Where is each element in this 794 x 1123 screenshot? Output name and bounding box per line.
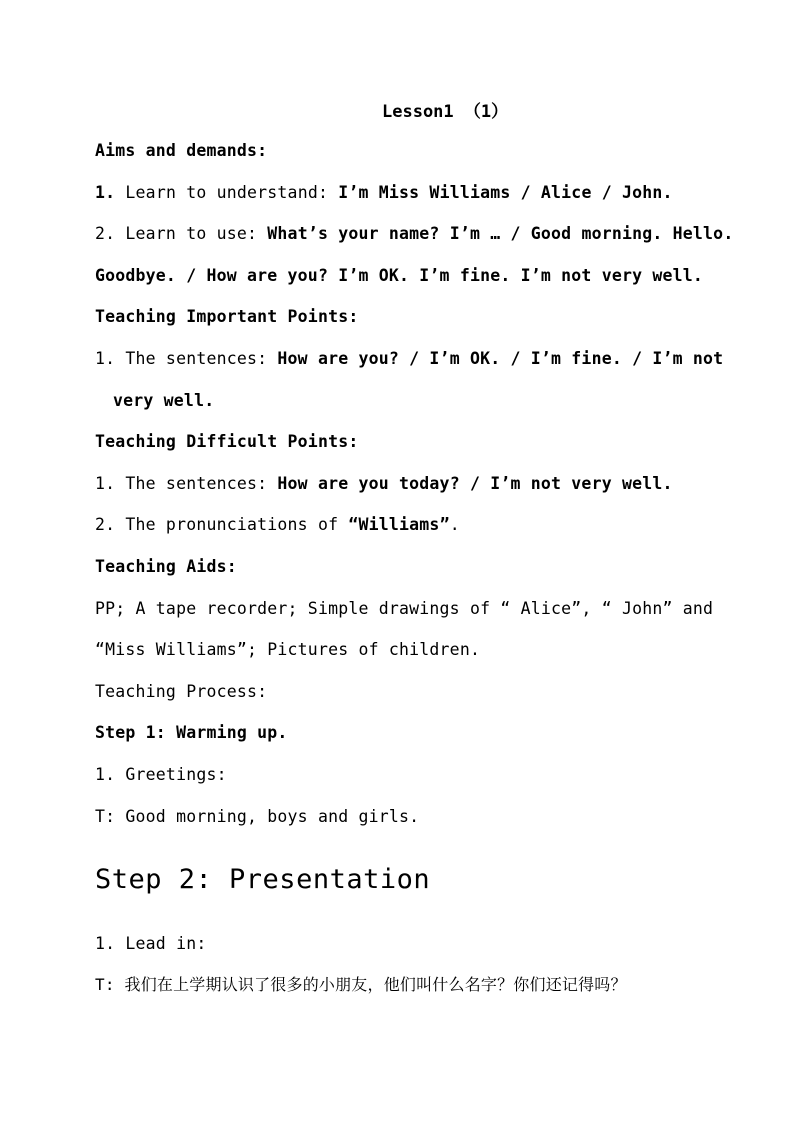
step-1-heading: Step 1: Warming up. bbox=[95, 723, 288, 742]
greetings-item: 1. Greetings: bbox=[95, 765, 227, 784]
teacher-line-2: T: 我们在上学期认识了很多的小朋友，他们叫什么名字？你们还记得吗？ bbox=[95, 975, 627, 994]
difficult-item-1 bbox=[95, 473, 673, 495]
difficult-item-1-label: 1. The sentences: bbox=[95, 474, 268, 493]
difficult-item-2-end: . bbox=[449, 515, 460, 534]
teaching-aids-line-1: PP; A tape recorder; Simple drawings of “ Alice”, “ John” and bbox=[95, 599, 714, 618]
page-title: Lesson1 （1） bbox=[382, 102, 509, 122]
aims-item-2-continued: Goodbye. / How are you? I’m OK. I’m fine. I’m not very well. bbox=[95, 266, 704, 285]
aims-item-2-text: What’s your name? I’m … / Good morning. Hello. bbox=[257, 224, 734, 243]
aims-item-1-number: 1. bbox=[95, 183, 116, 202]
important-item-1-continued: very well. bbox=[113, 391, 215, 410]
difficult-points-heading: Teaching Difficult Points: bbox=[95, 432, 359, 451]
important-item-1 bbox=[95, 348, 723, 370]
aims-item-2 bbox=[95, 223, 733, 245]
difficult-item-2-label: 2. The pronunciations of bbox=[95, 515, 349, 534]
lead-in-item: 1. Lead in: bbox=[95, 934, 207, 953]
aims-item-1 bbox=[95, 182, 673, 204]
aims-item-1-label: Learn to understand: bbox=[115, 183, 329, 202]
teacher-line-1: T: Good morning, boys and girls. bbox=[95, 807, 420, 826]
aims-item-1-text: I’m Miss Williams / Alice / John. bbox=[328, 183, 673, 202]
teaching-aids-heading: Teaching Aids: bbox=[95, 557, 237, 576]
important-item-1-text: How are you? / I’m OK. / I’m fine. / I’m not bbox=[267, 349, 724, 368]
difficult-item-1-text: How are you today? / I’m not very well. bbox=[267, 474, 673, 493]
difficult-item-2-word: “Williams” bbox=[348, 515, 450, 534]
important-points-heading: Teaching Important Points: bbox=[95, 307, 359, 326]
aims-item-2-label: 2. Learn to use: bbox=[95, 224, 258, 243]
teaching-aids-line-2: “Miss Williams”; Pictures of children. bbox=[95, 640, 481, 659]
important-item-1-label: 1. The sentences: bbox=[95, 349, 268, 368]
step-2-heading: Step 2: Presentation bbox=[95, 864, 431, 895]
difficult-item-2 bbox=[95, 514, 460, 536]
teaching-process-heading: Teaching Process: bbox=[95, 682, 268, 701]
aims-heading: Aims and demands: bbox=[95, 141, 268, 160]
